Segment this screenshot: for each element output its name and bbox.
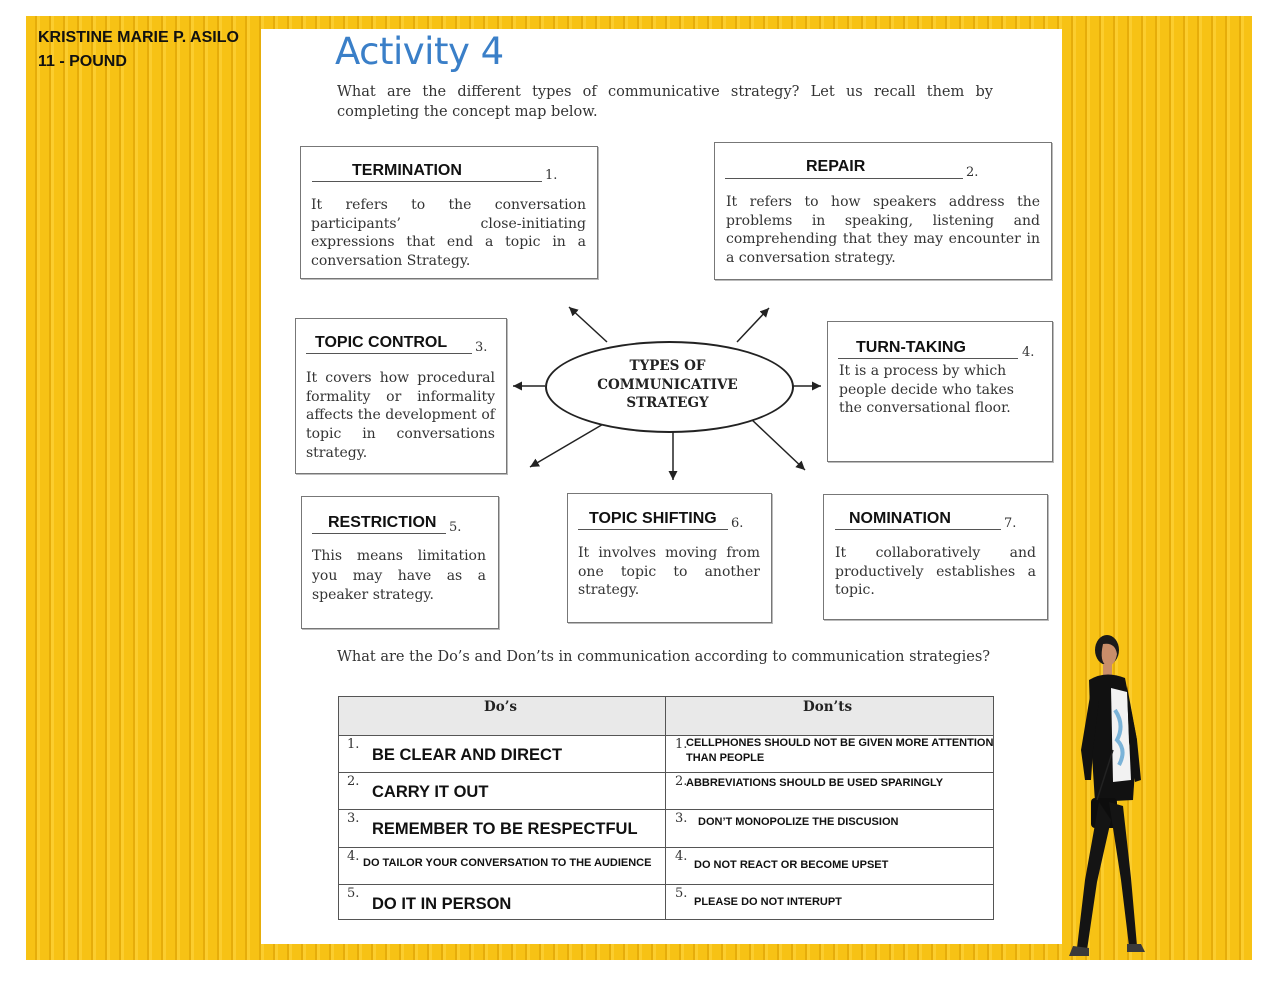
row1-do: BE CLEAR AND DIRECT (372, 746, 563, 764)
topic-shifting-label: TOPIC SHIFTING (589, 510, 717, 527)
row1-dont: CELLPHONES SHOULD NOT BE GIVEN MORE ATTENTION THAN PEOPLE (686, 737, 994, 764)
topic-shifting-number: 6. (731, 516, 744, 531)
termination-number: 1. (545, 168, 558, 183)
student-name: KRISTINE MARIE P. ASILO (38, 29, 239, 46)
turn-taking-text: It is a process by which people decide who takes the conversational floor. (839, 363, 1014, 417)
restriction-text: This means limitation you may have as a speaker strategy. (312, 548, 486, 603)
center-line-2: COMMUNICATIVE (597, 376, 738, 393)
row5-do-number: 5. (347, 886, 360, 901)
dos-donts-table (338, 696, 994, 920)
nomination-number: 7. (1004, 516, 1017, 531)
arrow-top-right (737, 308, 769, 342)
topic-control-text: It covers how procedural formality or informality affects the development of topic in conversations strategy. (306, 370, 495, 461)
repair-text: It refers to how speakers address the problems in speaking, listening and comprehending that they may encounter in a conversation strategy. (726, 194, 1040, 267)
row-divider-1 (339, 772, 993, 773)
arrow-bottom-right (750, 418, 805, 470)
repair-number: 2. (966, 165, 979, 180)
center-line-1: TYPES OF (629, 358, 706, 374)
topic-control-label: TOPIC CONTROL (315, 334, 448, 351)
header-dos: Do’s (484, 699, 518, 715)
row2-do-number: 2. (347, 774, 360, 789)
row4-do: DO TAILOR YOUR CONVERSATION TO THE AUDIENCE (363, 857, 652, 869)
row3-do: REMEMBER TO BE RESPECTFUL (372, 820, 638, 838)
row4-dont-number: 4. (675, 849, 688, 864)
table-column-divider (665, 697, 666, 919)
header-donts: Don’ts (803, 699, 853, 715)
termination-text: It refers to the conversation participants’ close-initiating expressions that end a topic in a conversation Strategy. (311, 197, 586, 270)
activity-title: Activity 4 (335, 30, 504, 73)
center-label (545, 357, 790, 413)
row4-dont: DO NOT REACT OR BECOME UPSET (694, 859, 889, 871)
row-divider-3 (339, 847, 993, 848)
table-header (339, 697, 993, 736)
row5-do: DO IT IN PERSON (372, 895, 512, 913)
row3-do-number: 3. (347, 811, 360, 826)
question-2: What are the Do’s and Don’ts in communication according to communication strategies? (337, 649, 991, 665)
student-section: 11 - POUND (38, 53, 127, 70)
row1-dont-number: 1. (675, 737, 688, 752)
nomination-text: It collaboratively and productively establishes a topic. (835, 545, 1036, 599)
walking-woman-image (1055, 630, 1155, 960)
repair-label: REPAIR (806, 158, 866, 175)
arrow-bottom-left (530, 423, 605, 467)
row3-dont-number: 3. (675, 811, 688, 826)
center-line-3: STRATEGY (626, 395, 709, 411)
question-1: What are the different types of communicative strategy? Let us recall them by completing the concept map below. (337, 84, 993, 120)
restriction-number: 5. (449, 520, 462, 535)
turn-taking-number: 4. (1022, 345, 1035, 360)
row-divider-4 (339, 884, 993, 885)
row5-dont-number: 5. (675, 886, 688, 901)
termination-label: TERMINATION (352, 162, 462, 179)
row1-do-number: 1. (347, 737, 360, 752)
row2-do: CARRY IT OUT (372, 783, 489, 801)
topic-shifting-text: It involves moving from one topic to another strategy. (578, 545, 760, 599)
topic-control-number: 3. (475, 340, 488, 355)
turn-taking-label: TURN-TAKING (856, 339, 966, 356)
nomination-label: NOMINATION (849, 510, 951, 527)
arrow-top-left (569, 307, 607, 342)
row5-dont: PLEASE DO NOT INTERUPT (694, 896, 842, 908)
row4-do-number: 4. (347, 849, 360, 864)
row2-dont: ABBREVIATIONS SHOULD BE USED SPARINGLY (686, 777, 944, 789)
restriction-label: RESTRICTION (328, 514, 437, 531)
row2-dont-number: 2. (675, 774, 688, 789)
row3-dont: DON’T MONOPOLIZE THE DISCUSION (698, 816, 899, 828)
row-divider-2 (339, 809, 993, 810)
